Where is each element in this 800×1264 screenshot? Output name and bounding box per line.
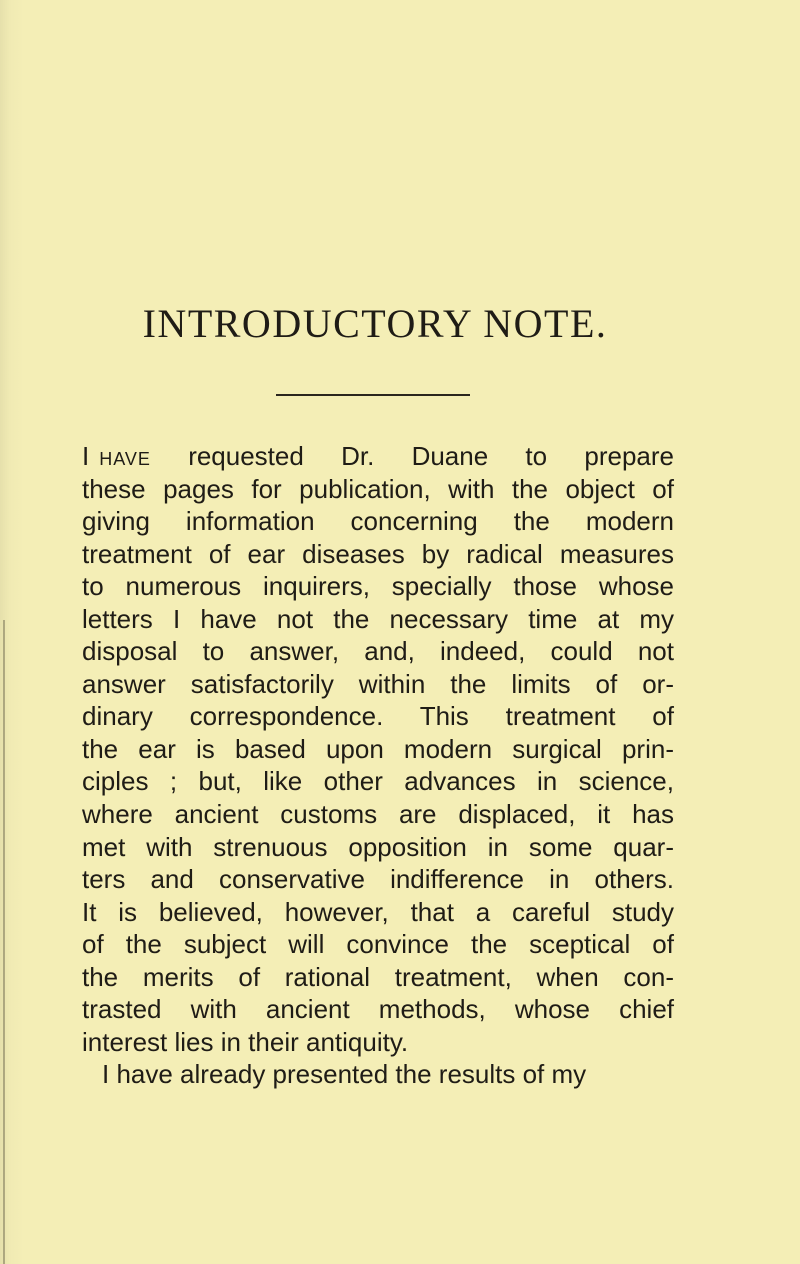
text-line: requested Dr. Duane to prepare <box>188 441 674 471</box>
body-text <box>82 440 674 1091</box>
text-line: ters and conservative indifference in others. <box>82 864 674 895</box>
text-line: giving information concerning the modern <box>82 506 674 537</box>
text-line: trasted with ancient methods, whose chief <box>82 994 674 1025</box>
text-line: treatment of ear diseases by radical measures <box>82 538 674 569</box>
text-line: of the subject will convince the sceptical of <box>82 929 674 960</box>
text-line: dinary correspondence. This treatment of <box>82 701 674 732</box>
text-line: the ear is based upon modern surgical prin- <box>82 733 674 764</box>
text-line: to numerous inquirers, specially those whose <box>82 571 674 602</box>
page-title: INTRODUCTORY NOTE. <box>142 301 608 346</box>
text-line: met with strenuous opposition in some quar- <box>82 831 674 862</box>
text-line: where ancient customs are displaced, it has <box>82 799 674 830</box>
text-line: answer satisfactorily within the limits of or- <box>82 668 674 699</box>
text-line: letters I have not the necessary time at my <box>82 603 674 634</box>
opening-smallcaps-word: have <box>99 441 151 471</box>
text-line: disposal to answer, and, indeed, could not <box>82 636 674 667</box>
text-line: the merits of rational treatment, when con- <box>82 961 674 992</box>
title-rule <box>276 394 470 396</box>
text-line: interest lies in their antiquity. <box>82 1026 409 1057</box>
text-line: these pages for publication, with the object of <box>82 473 674 504</box>
page-edge-shadow <box>3 620 5 1264</box>
opening-word: I <box>82 441 90 471</box>
text-line: It is believed, however, that a careful study <box>82 896 674 927</box>
text-line: ciples ; but, like other advances in science, <box>82 766 674 797</box>
paragraph-2-line-1: I have already presented the results of my <box>102 1059 587 1090</box>
paragraph-1-line-1 <box>82 440 674 473</box>
